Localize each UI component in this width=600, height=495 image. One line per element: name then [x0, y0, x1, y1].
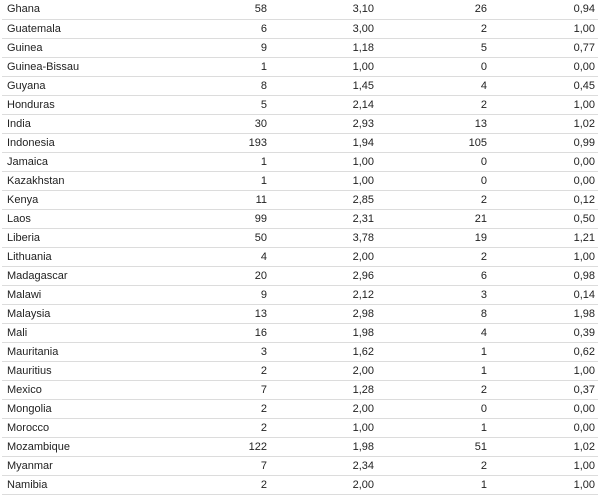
ratio-cell: 0,14	[490, 285, 598, 304]
ratio-cell: 1,00	[490, 95, 598, 114]
ratio-cell: 1,00	[490, 361, 598, 380]
ratio-cell: 0,12	[490, 190, 598, 209]
country-data-table	[2, 0, 598, 495]
value-cell: 2	[377, 95, 490, 114]
table-row	[2, 76, 598, 95]
value-cell: 1	[377, 475, 490, 494]
table-body	[2, 0, 598, 494]
ratio-cell: 1,00	[270, 57, 377, 76]
table-row	[2, 57, 598, 76]
country-cell: Mongolia	[2, 399, 114, 418]
value-cell: 2	[377, 247, 490, 266]
country-cell: Guatemala	[2, 19, 114, 38]
ratio-cell: 1,00	[490, 456, 598, 475]
ratio-cell: 1,21	[490, 228, 598, 247]
value-cell: 9	[114, 285, 270, 304]
table-row	[2, 456, 598, 475]
country-cell: India	[2, 114, 114, 133]
country-cell: Liberia	[2, 228, 114, 247]
ratio-cell: 2,00	[270, 361, 377, 380]
value-cell: 6	[377, 266, 490, 285]
ratio-cell: 1,98	[270, 323, 377, 342]
value-cell: 122	[114, 437, 270, 456]
table-row	[2, 437, 598, 456]
ratio-cell: 1,18	[270, 38, 377, 57]
ratio-cell: 3,00	[270, 19, 377, 38]
value-cell: 2	[377, 190, 490, 209]
value-cell: 1	[114, 57, 270, 76]
value-cell: 2	[377, 456, 490, 475]
table-row	[2, 266, 598, 285]
ratio-cell: 1,00	[490, 247, 598, 266]
ratio-cell: 1,98	[270, 437, 377, 456]
table-row	[2, 418, 598, 437]
table-row	[2, 19, 598, 38]
value-cell: 0	[377, 152, 490, 171]
value-cell: 2	[114, 418, 270, 437]
ratio-cell: 2,00	[270, 247, 377, 266]
table-row	[2, 475, 598, 494]
ratio-cell: 1,62	[270, 342, 377, 361]
ratio-cell: 1,00	[270, 171, 377, 190]
ratio-cell: 2,31	[270, 209, 377, 228]
value-cell: 26	[377, 0, 490, 19]
ratio-cell: 0,00	[490, 418, 598, 437]
country-cell: Morocco	[2, 418, 114, 437]
ratio-cell: 1,94	[270, 133, 377, 152]
table-row	[2, 114, 598, 133]
value-cell: 1	[114, 152, 270, 171]
value-cell: 58	[114, 0, 270, 19]
country-cell: Mauritania	[2, 342, 114, 361]
value-cell: 5	[114, 95, 270, 114]
ratio-cell: 0,00	[490, 57, 598, 76]
value-cell: 30	[114, 114, 270, 133]
ratio-cell: 2,93	[270, 114, 377, 133]
value-cell: 193	[114, 133, 270, 152]
ratio-cell: 2,98	[270, 304, 377, 323]
value-cell: 0	[377, 57, 490, 76]
ratio-cell: 0,00	[490, 171, 598, 190]
value-cell: 0	[377, 399, 490, 418]
ratio-cell: 0,00	[490, 399, 598, 418]
value-cell: 3	[377, 285, 490, 304]
ratio-cell: 2,34	[270, 456, 377, 475]
country-cell: Jamaica	[2, 152, 114, 171]
table-row	[2, 342, 598, 361]
table-row	[2, 0, 598, 19]
ratio-cell: 3,10	[270, 0, 377, 19]
value-cell: 21	[377, 209, 490, 228]
table-row	[2, 133, 598, 152]
table-row	[2, 171, 598, 190]
country-cell: Namibia	[2, 475, 114, 494]
country-cell: Mozambique	[2, 437, 114, 456]
country-cell: Indonesia	[2, 133, 114, 152]
ratio-cell: 1,00	[270, 418, 377, 437]
value-cell: 4	[377, 323, 490, 342]
value-cell: 0	[377, 171, 490, 190]
ratio-cell: 1,02	[490, 437, 598, 456]
ratio-cell: 0,99	[490, 133, 598, 152]
ratio-cell: 0,62	[490, 342, 598, 361]
country-cell: Mali	[2, 323, 114, 342]
value-cell: 51	[377, 437, 490, 456]
ratio-cell: 2,12	[270, 285, 377, 304]
country-cell: Malaysia	[2, 304, 114, 323]
country-cell: Kenya	[2, 190, 114, 209]
country-cell: Lithuania	[2, 247, 114, 266]
table-row	[2, 323, 598, 342]
value-cell: 2	[114, 361, 270, 380]
value-cell: 1	[377, 342, 490, 361]
ratio-cell: 1,00	[270, 152, 377, 171]
value-cell: 19	[377, 228, 490, 247]
ratio-cell: 2,14	[270, 95, 377, 114]
ratio-cell: 0,50	[490, 209, 598, 228]
value-cell: 20	[114, 266, 270, 285]
country-cell: Malawi	[2, 285, 114, 304]
table-row	[2, 190, 598, 209]
table-row	[2, 209, 598, 228]
table-row	[2, 152, 598, 171]
value-cell: 11	[114, 190, 270, 209]
value-cell: 13	[114, 304, 270, 323]
country-cell: Madagascar	[2, 266, 114, 285]
value-cell: 1	[377, 418, 490, 437]
value-cell: 4	[377, 76, 490, 95]
country-cell: Guinea-Bissau	[2, 57, 114, 76]
country-cell: Guyana	[2, 76, 114, 95]
value-cell: 6	[114, 19, 270, 38]
ratio-cell: 0,45	[490, 76, 598, 95]
value-cell: 5	[377, 38, 490, 57]
ratio-cell: 0,39	[490, 323, 598, 342]
ratio-cell: 2,00	[270, 475, 377, 494]
value-cell: 8	[114, 76, 270, 95]
table-row	[2, 380, 598, 399]
ratio-cell: 1,00	[490, 475, 598, 494]
value-cell: 7	[114, 456, 270, 475]
ratio-cell: 1,00	[490, 19, 598, 38]
ratio-cell: 3,78	[270, 228, 377, 247]
ratio-cell: 0,98	[490, 266, 598, 285]
table-row	[2, 399, 598, 418]
value-cell: 9	[114, 38, 270, 57]
country-cell: Honduras	[2, 95, 114, 114]
country-cell: Laos	[2, 209, 114, 228]
value-cell: 16	[114, 323, 270, 342]
value-cell: 99	[114, 209, 270, 228]
ratio-cell: 2,00	[270, 399, 377, 418]
table-row	[2, 304, 598, 323]
ratio-cell: 0,00	[490, 152, 598, 171]
ratio-cell: 1,45	[270, 76, 377, 95]
table-row	[2, 361, 598, 380]
value-cell: 1	[114, 171, 270, 190]
ratio-cell: 0,77	[490, 38, 598, 57]
ratio-cell: 1,98	[490, 304, 598, 323]
country-cell: Mexico	[2, 380, 114, 399]
value-cell: 2	[114, 399, 270, 418]
value-cell: 3	[114, 342, 270, 361]
ratio-cell: 0,94	[490, 0, 598, 19]
country-cell: Myanmar	[2, 456, 114, 475]
table-row	[2, 247, 598, 266]
value-cell: 2	[114, 475, 270, 494]
value-cell: 2	[377, 380, 490, 399]
country-cell: Kazakhstan	[2, 171, 114, 190]
value-cell: 105	[377, 133, 490, 152]
table-row	[2, 285, 598, 304]
table-row	[2, 38, 598, 57]
country-data-table-wrapper	[2, 0, 598, 495]
ratio-cell: 0,37	[490, 380, 598, 399]
table-row	[2, 95, 598, 114]
ratio-cell: 2,85	[270, 190, 377, 209]
value-cell: 50	[114, 228, 270, 247]
value-cell: 13	[377, 114, 490, 133]
ratio-cell: 1,02	[490, 114, 598, 133]
value-cell: 2	[377, 19, 490, 38]
country-cell: Guinea	[2, 38, 114, 57]
ratio-cell: 1,28	[270, 380, 377, 399]
value-cell: 7	[114, 380, 270, 399]
value-cell: 4	[114, 247, 270, 266]
country-cell: Ghana	[2, 0, 114, 19]
value-cell: 1	[377, 361, 490, 380]
value-cell: 8	[377, 304, 490, 323]
table-row	[2, 228, 598, 247]
ratio-cell: 2,96	[270, 266, 377, 285]
country-cell: Mauritius	[2, 361, 114, 380]
